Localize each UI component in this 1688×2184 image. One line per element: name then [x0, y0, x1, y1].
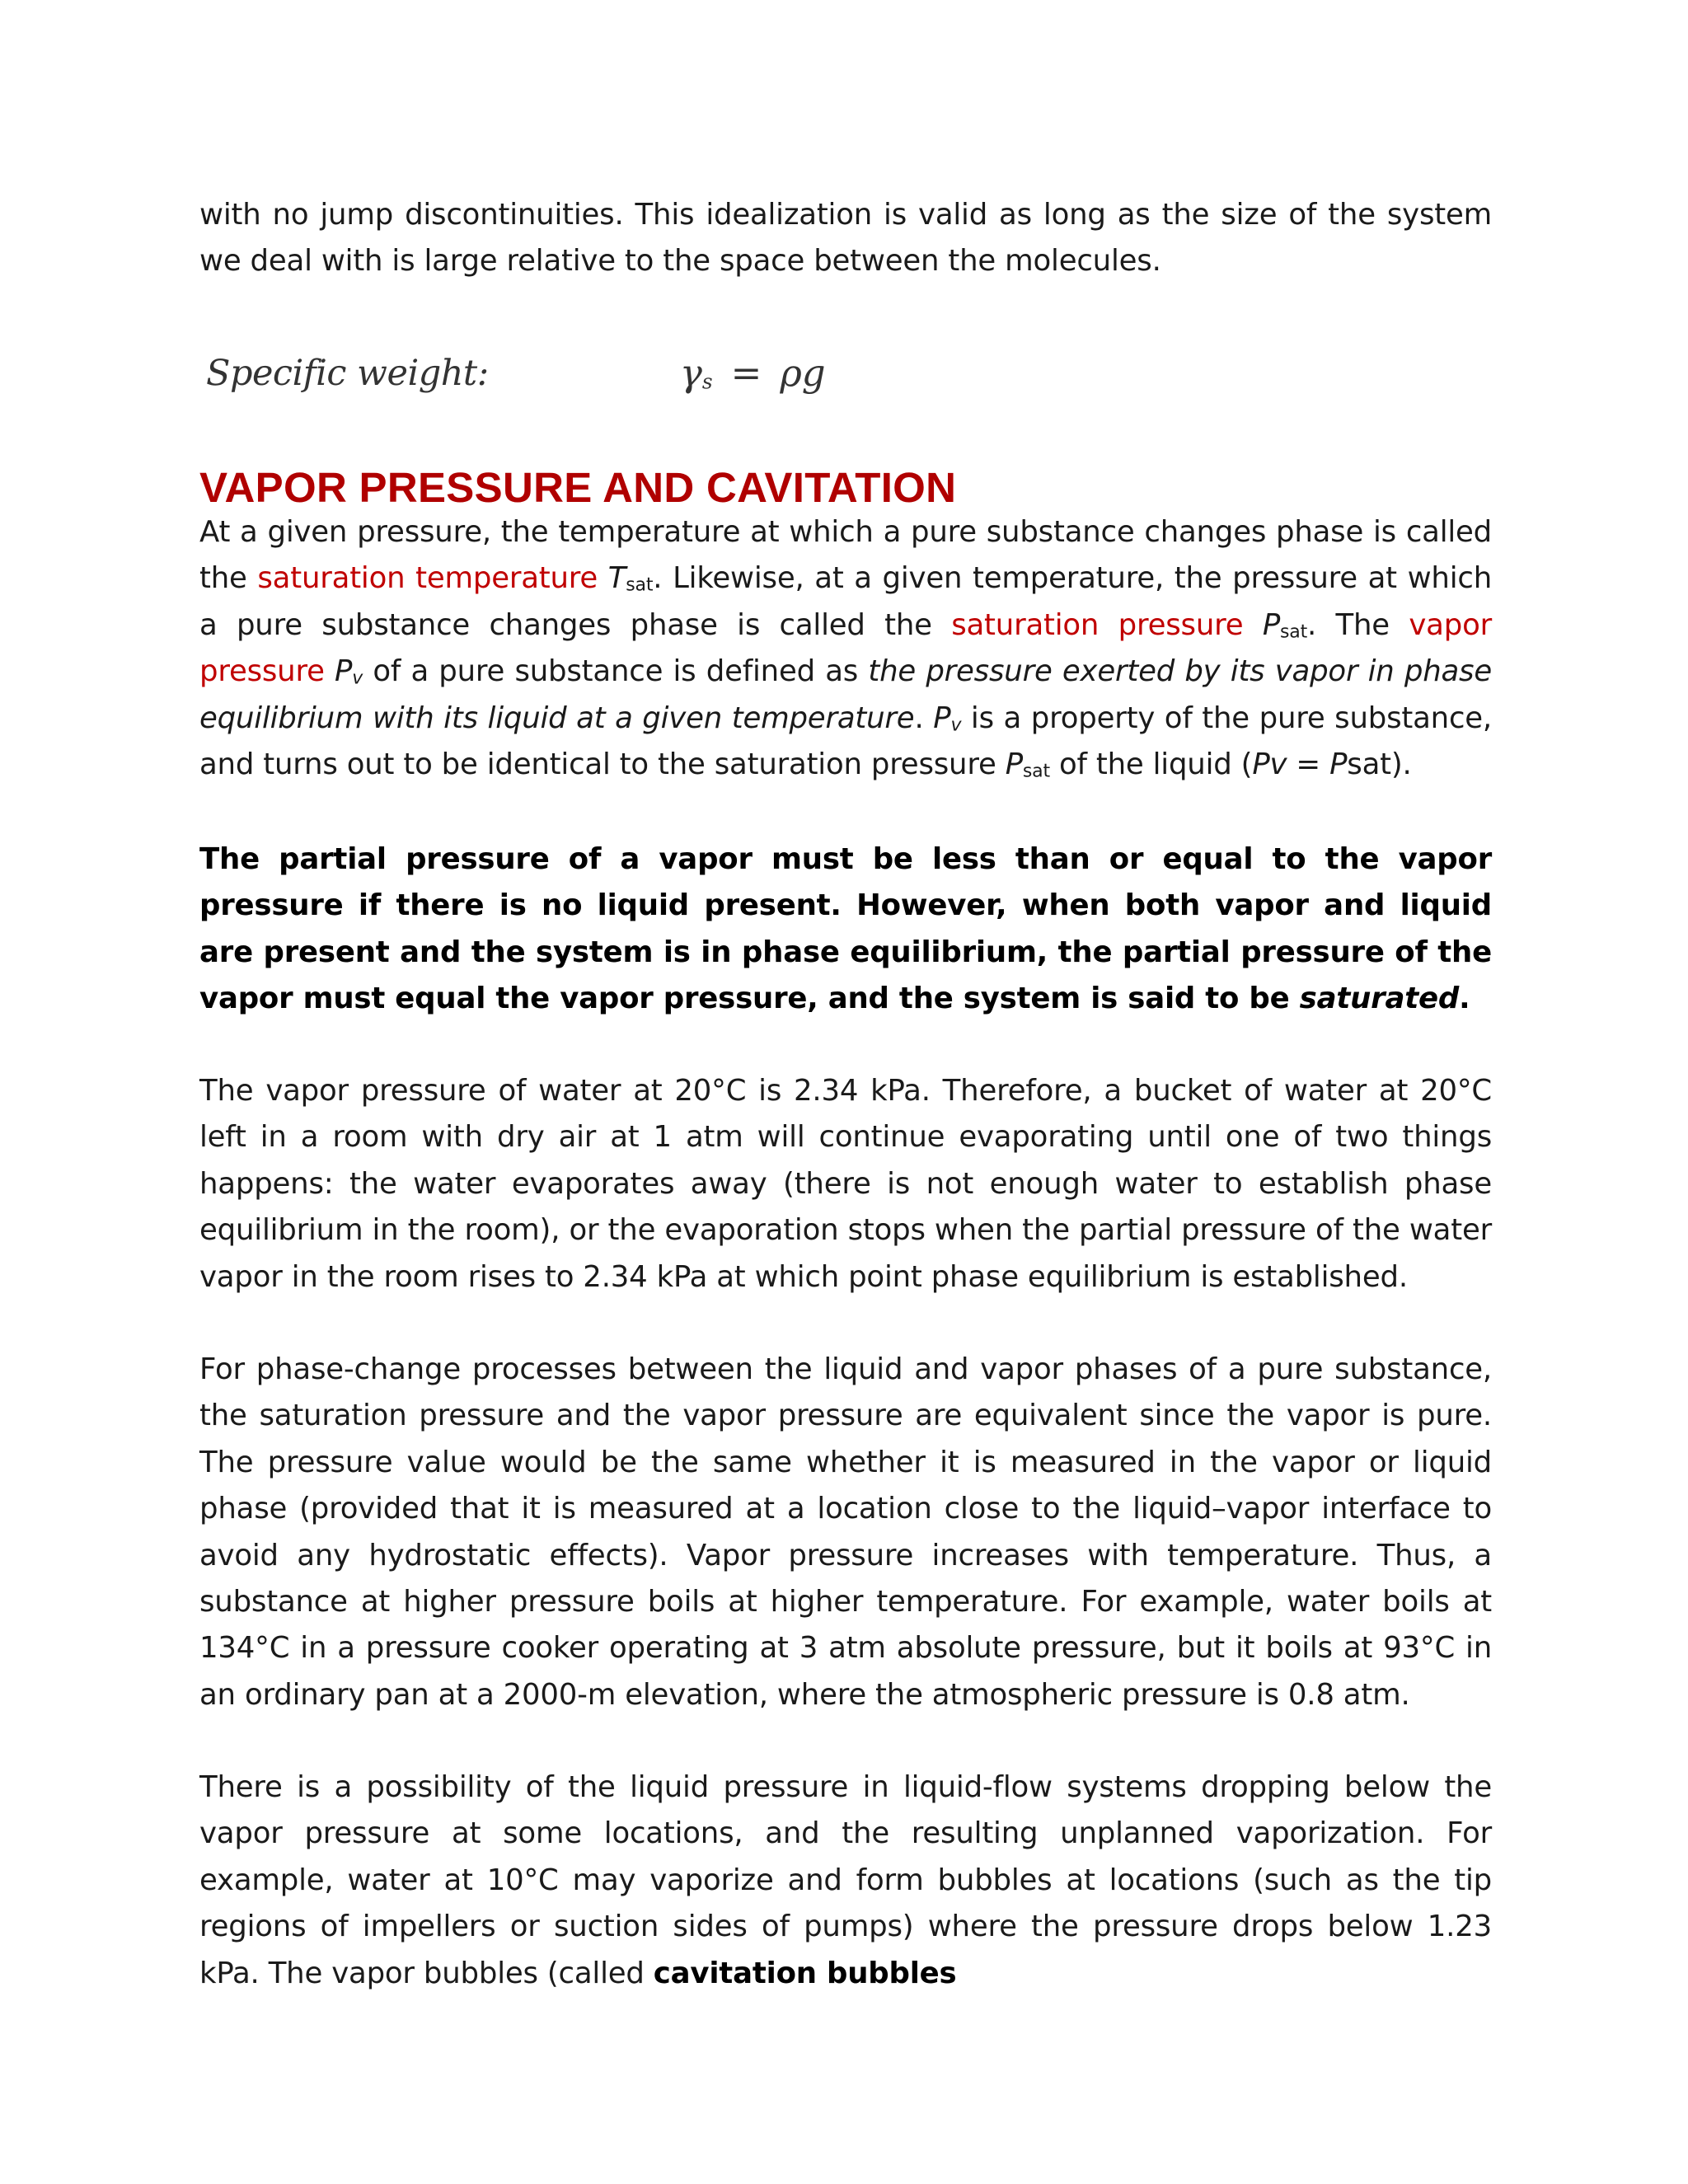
- term-cavitation-bubbles: cavitation bubbles: [653, 1956, 957, 1990]
- paragraph-water-example: [199, 1068, 1492, 1301]
- paragraph-saturation: [199, 509, 1492, 788]
- p1-text-4: of a pure substance is defined as: [363, 654, 869, 689]
- subscript-sat: sat: [626, 574, 654, 596]
- symbol-p: P: [1005, 748, 1023, 782]
- symbol-p: P: [1262, 607, 1281, 642]
- intro-paragraph: [199, 192, 1492, 285]
- p1-text-2: . Likewise, at a given temperature, the pressure at which a pure substance changes phase is called the: [199, 561, 1492, 642]
- p1-text-9: sat).: [1347, 748, 1412, 782]
- specific-weight-formula: [206, 349, 849, 407]
- symbol-t: T: [607, 561, 626, 596]
- symbol-pv: Pv: [1252, 748, 1287, 782]
- formula-equation: [680, 351, 826, 395]
- formula-operator: =: [730, 351, 762, 395]
- term-saturation-pressure: saturation pressure: [951, 607, 1244, 642]
- term-saturation-temperature: saturation temperature: [257, 561, 598, 596]
- paragraph-phase-change: [199, 1347, 1492, 1718]
- subscript-v: v: [352, 668, 363, 689]
- term-vapor-pressure: vapor pressure: [199, 607, 1492, 689]
- p4-text: For phase-change processes between the liquid and vapor phases of a pure substance, the saturation pressure and the vapor pressure are equivalent since the vapor is pure. The pressure value would be the same whether it is measured in the vapor or liquid phase (provided that it is measured at a location close to the liquid–vapor interface to avoid any hydrostatic effects). Vapor pressure increases with temperature. Thus, a substance at higher pressure boils at higher temperature. For example, water boils at 134°C in a pressure cooker operating at 3 atm absolute pressure, but it boils at 93°C in an ordinary pan at a 2000-m elevation, where the atmospheric pressure is 0.8 atm.: [199, 1352, 1492, 1712]
- vapor-pressure-definition: the pressure exerted by its vapor in phase equilibrium with its liquid at a given temperature: [199, 654, 1492, 735]
- subscript-sat: sat: [1280, 621, 1308, 643]
- intro-text: with no jump discontinuities. This idealization is valid as long as the size of the system we deal with is large relative to the space between the molecules.: [199, 198, 1492, 279]
- formula-subscript: s: [701, 369, 713, 394]
- formula-expression: ρg: [780, 351, 826, 395]
- section-heading: VAPOR PRESSURE AND CAVITATION: [199, 464, 957, 511]
- p3-text: The vapor pressure of water at 20°C is 2.34 kPa. Therefore, a bucket of water at 20°C left in a room with dry air at 1 atm will continue evaporating until one of two things happens: the water evaporates away (there is not enough water to establish phase equilibrium in the room), or the evaporation stops when the partial pressure of the water vapor in the room rises to 2.34 kPa at which point phase equilibrium is established.: [199, 1074, 1492, 1294]
- p1-text-1: At a given pressure, the temperature at which a pure substance changes phase is called the: [199, 515, 1492, 596]
- p1-text-8: =: [1287, 748, 1330, 782]
- p1-text-5: .: [914, 701, 934, 735]
- p1-text-6: is a property of the pure substance, and turns out to be identical to the saturation pressure: [199, 701, 1493, 782]
- paragraph-cavitation: [199, 1765, 1492, 1997]
- p1-text-7: of the liquid (: [1049, 748, 1253, 782]
- p5-text: There is a possibility of the liquid pressure in liquid-flow systems dropping below the vapor pressure at some locations, and the resulting unplanned vaporization. For example, water at 10°C may vaporize and form bubbles at locations (such as the tip regions of impellers or suction sides of pumps) where the pressure drops below 1.23 kPa. The vapor bubbles (called: [199, 1770, 1492, 1990]
- term-saturated: saturated: [1299, 982, 1460, 1016]
- p1-text-3: . The: [1307, 607, 1409, 642]
- subscript-v: v: [950, 714, 962, 735]
- subscript-sat: sat: [1022, 761, 1050, 782]
- symbol-p: P: [1329, 748, 1348, 782]
- formula-symbol: γ: [680, 351, 702, 395]
- symbol-p: P: [335, 654, 353, 689]
- symbol-p: P: [933, 701, 951, 735]
- p2-text: The partial pressure of a vapor must be less than or equal to the vapor pressure if there is no liquid present. However, when both vapor and liquid are present and the system is in phase equilibrium, the partial pressure of the vapor must equal the vapor pressure, and the system is said to be: [199, 842, 1492, 1016]
- paragraph-partial-pressure: [199, 837, 1492, 1023]
- p2-end: .: [1459, 982, 1470, 1016]
- formula-label: Specific weight:: [206, 353, 489, 394]
